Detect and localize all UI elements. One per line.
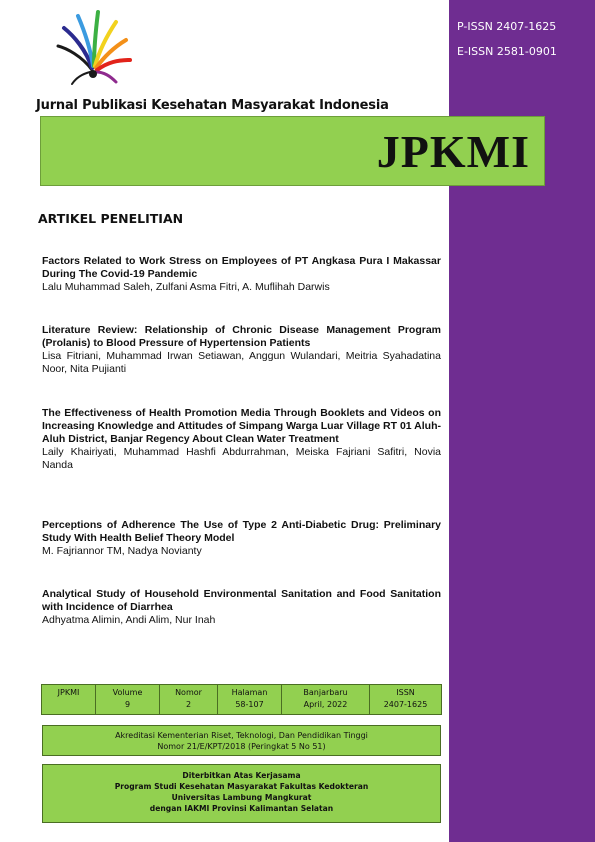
info-number: Nomor 2	[160, 685, 218, 715]
article-3[interactable]	[42, 407, 441, 472]
info-city-date: Banjarbaru April, 2022	[282, 685, 370, 715]
journal-logo-icon	[52, 8, 134, 92]
article-title[interactable]: Analytical Study of Household Environmental Sanitation and Food Sanitation with Incidence of Diarrhea	[42, 588, 441, 613]
article-title[interactable]: Perceptions of Adherence The Use of Type 2 Anti-Diabetic Drug: Preliminary Study With Health Belief Theory Model	[42, 519, 441, 544]
article-authors: Lalu Muhammad Saleh, Zulfani Asma Fitri, A. Muflihah Darwis	[42, 281, 330, 293]
p-issn: P-ISSN 2407-1625	[457, 20, 557, 33]
publisher-line: Program Studi Kesehatan Masyarakat Fakultas Kedokteran	[114, 782, 369, 791]
e-issn: E-ISSN 2581-0901	[457, 45, 557, 58]
article-authors: Lisa Fitriani, Muhammad Irwan Setiawan, Anggun Wulandari, Meitria Syahadatina Noor, Nita Pujianti	[42, 350, 441, 375]
accreditation-line: Akreditasi Kementerian Riset, Teknologi, Dan Pendidikan Tinggi	[115, 731, 368, 740]
article-5[interactable]	[42, 588, 441, 627]
info-pages: Halaman 58-107	[218, 685, 282, 715]
accreditation-line: Nomor 21/E/KPT/2018 (Peringkat 5 No 51)	[157, 742, 326, 751]
accreditation-box	[42, 725, 441, 756]
title-bar	[40, 116, 545, 186]
journal-name: Jurnal Publikasi Kesehatan Masyarakat Indonesia	[36, 98, 389, 113]
article-title[interactable]: Factors Related to Work Stress on Employees of PT Angkasa Pura I Makassar During The Covid-19 Pandemic	[42, 255, 441, 280]
article-1[interactable]	[42, 255, 441, 294]
article-authors: M. Fajriannor TM, Nadya Novianty	[42, 545, 202, 557]
article-2[interactable]	[42, 324, 441, 376]
issue-info-table	[41, 684, 442, 715]
publisher-line: dengan IAKMI Provinsi Kalimantan Selatan	[149, 804, 334, 813]
article-title[interactable]: The Effectiveness of Health Promotion Media Through Booklets and Videos on Increasing Knowledge and Attitudes of Simpang Warga Luar Village RT 01 Aluh-Aluh District, Banjar Regency About Clean Water Treatment	[42, 407, 441, 445]
article-authors: Adhyatma Alimin, Andi Alim, Nur Inah	[42, 614, 216, 626]
section-title: ARTIKEL PENELITIAN	[38, 211, 184, 226]
info-journal: JPKMI	[42, 685, 96, 715]
journal-acronym: JPKMI	[376, 126, 530, 177]
article-4[interactable]	[42, 519, 441, 558]
info-volume: Volume 9	[96, 685, 160, 715]
publisher-line: Universitas Lambung Mangkurat	[171, 793, 312, 802]
article-title[interactable]: Literature Review: Relationship of Chronic Disease Management Program (Prolanis) to Blood Pressure of Hypertension Patients	[42, 324, 441, 349]
publisher-line: Diterbitkan Atas Kerjasama	[182, 771, 301, 780]
publisher-box	[42, 764, 441, 823]
info-issn: ISSN 2407-1625	[370, 685, 442, 715]
article-authors: Laily Khairiyati, Muhammad Hashfi Abdurrahman, Meiska Fajriani Safitri, Novia Nanda	[42, 446, 441, 471]
